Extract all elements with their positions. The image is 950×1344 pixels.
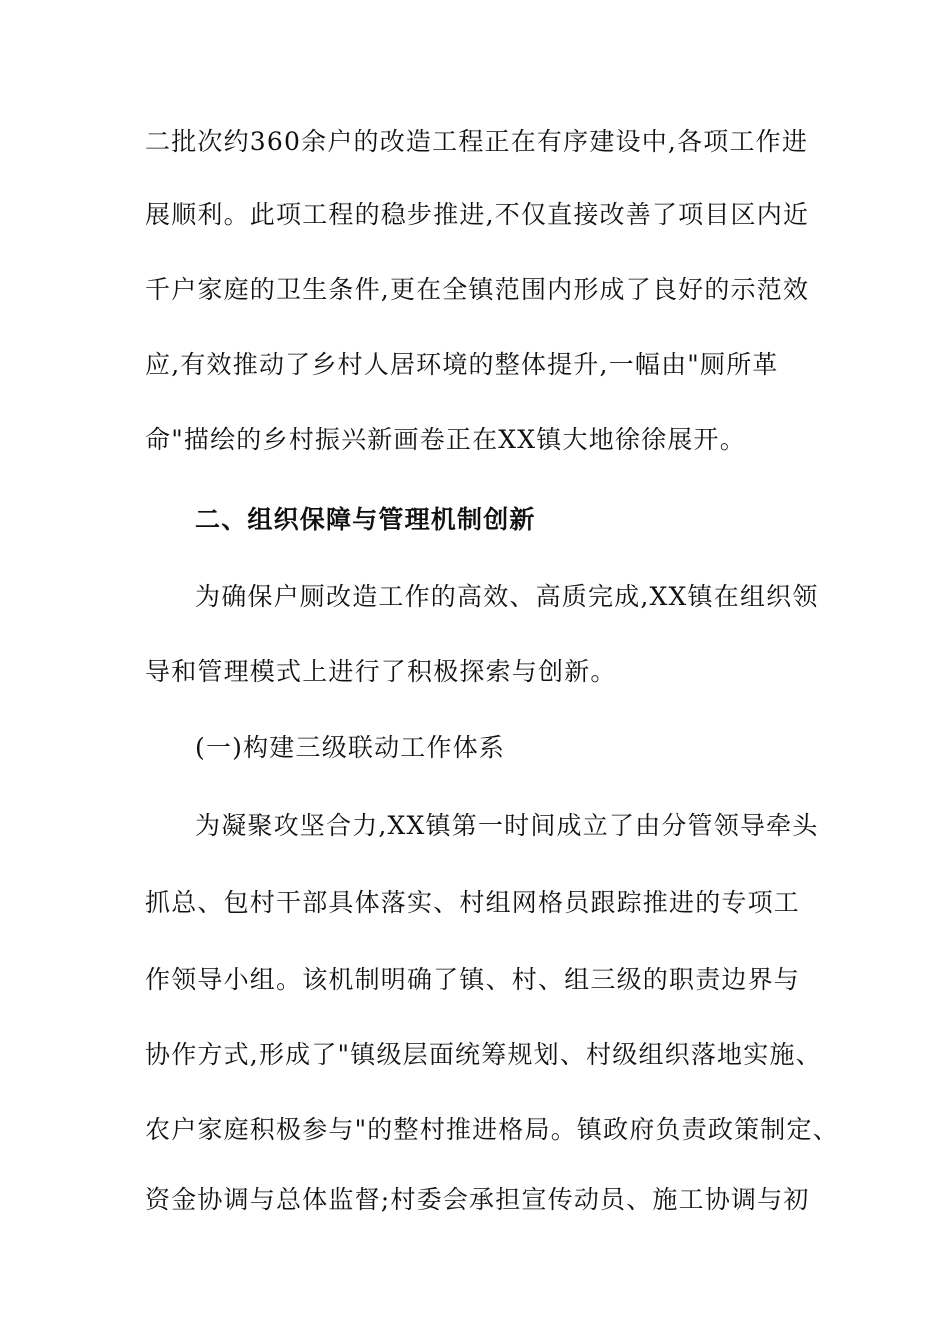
paragraph-line: 农户家庭积极参与"的整村推进格局。镇政府负责政策制定、: [145, 1115, 839, 1144]
paragraph-line: 千户家庭的卫生条件,更在全镇范围内形成了良好的示范效: [145, 275, 810, 304]
paragraph-line: 二批次约360余户的改造工程正在有序建设中,各项工作进: [145, 127, 809, 156]
paragraph-line: 命"描绘的乡村振兴新画卷正在XX镇大地徐徐展开。: [145, 425, 746, 454]
paragraph-line: 为确保户厕改造工作的高效、高质完成,XX镇在组织领: [195, 582, 819, 611]
paragraph-line: 资金协调与总体监督;村委会承担宣传动员、施工协调与初: [145, 1185, 810, 1214]
paragraph-line: 应,有效推动了乡村人居环境的整体提升,一幅由"厕所革: [145, 350, 779, 379]
section-heading: 二、组织保障与管理机制创新: [195, 505, 536, 534]
subsection-heading: (一)构建三级联动工作体系: [195, 733, 506, 762]
paragraph-line: 抓总、包村干部具体落实、村组网格员跟踪推进的专项工: [145, 888, 801, 917]
paragraph-line: 导和管理模式上进行了积极探索与创新。: [145, 657, 617, 686]
paragraph-line: 为凝聚攻坚合力,XX镇第一时间成立了由分管领导牵头: [195, 811, 819, 840]
paragraph-line: 展顺利。此项工程的稳步推进,不仅直接改善了项目区内近: [145, 200, 810, 229]
paragraph-line: 作领导小组。该机制明确了镇、村、组三级的职责边界与: [145, 965, 801, 994]
paragraph-line: 协作方式,形成了"镇级层面统筹规划、村级组织落地实施、: [145, 1040, 822, 1069]
